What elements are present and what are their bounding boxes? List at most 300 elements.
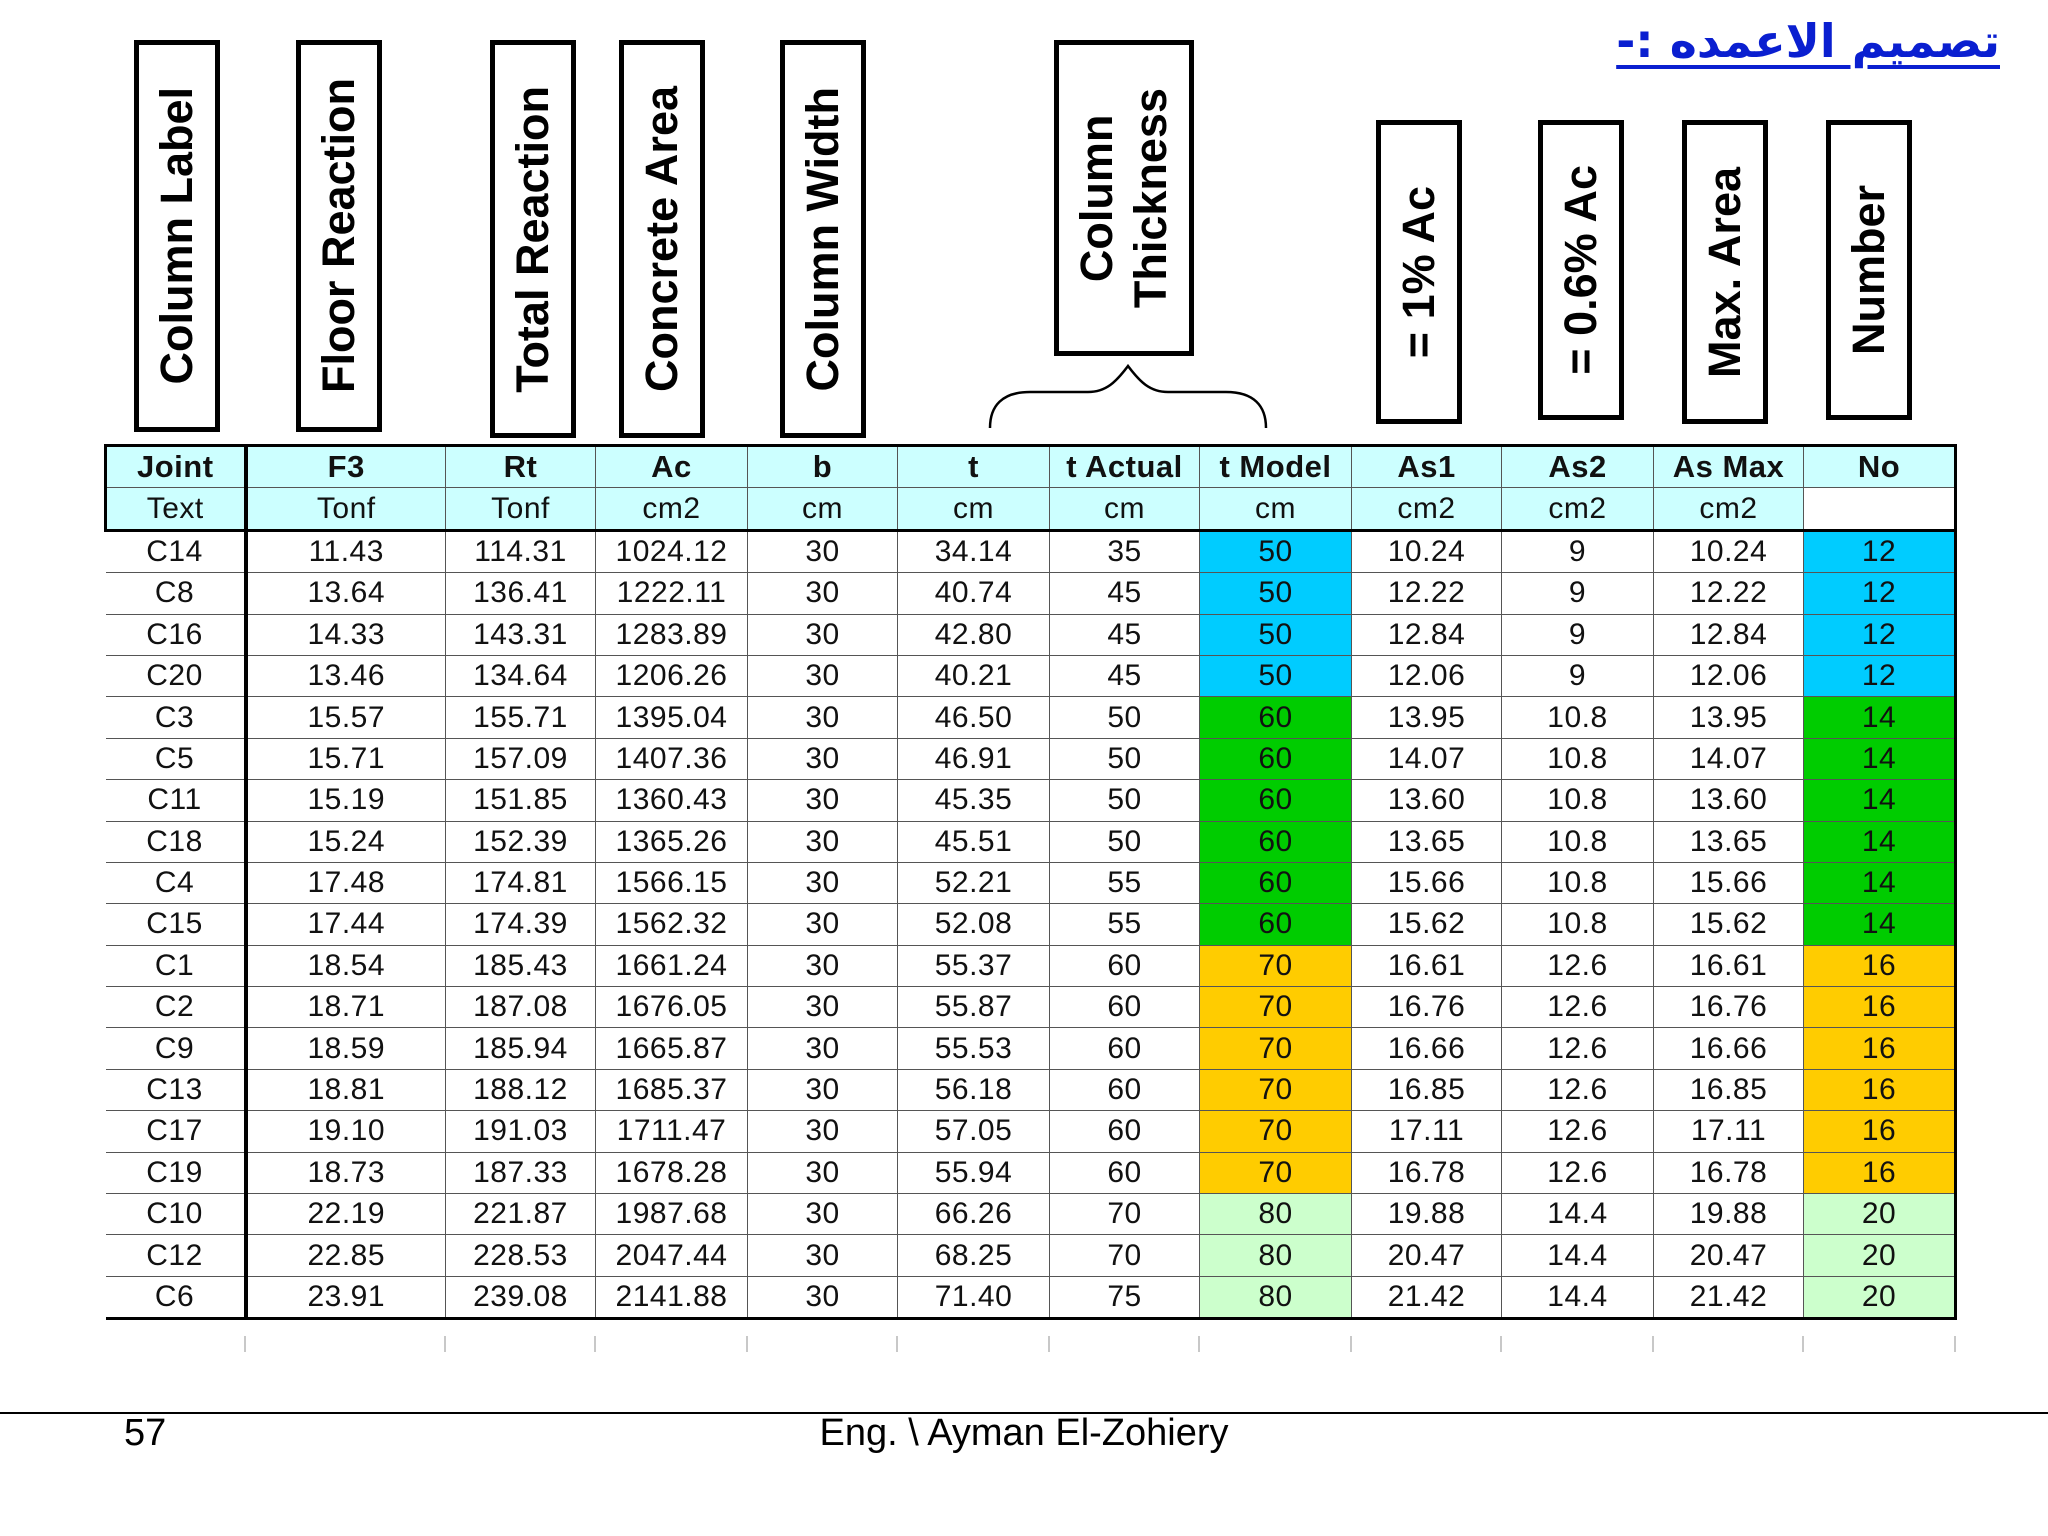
joint-label: C13 bbox=[106, 1069, 246, 1110]
table-cell: 155.71 bbox=[446, 697, 596, 738]
label-number bbox=[1826, 120, 1912, 420]
joint-label: C17 bbox=[106, 1111, 246, 1152]
table-cell: 1395.04 bbox=[596, 697, 748, 738]
table-cell: 1661.24 bbox=[596, 945, 748, 986]
column-design-table bbox=[104, 444, 1957, 1320]
table-cell: 18.54 bbox=[246, 945, 446, 986]
joint-label: C5 bbox=[106, 738, 246, 779]
table-cell: 10.24 bbox=[1352, 530, 1502, 572]
table-cell: 22.85 bbox=[246, 1235, 446, 1276]
grid-tail bbox=[1652, 1336, 1654, 1352]
joint-label: C3 bbox=[106, 697, 246, 738]
table-cell: 13.64 bbox=[246, 573, 446, 614]
table-cell: 50 bbox=[1200, 655, 1352, 696]
table-cell: 50 bbox=[1050, 697, 1200, 738]
author-credit: Eng. \ Ayman El-Zohiery bbox=[819, 1412, 1229, 1454]
table-cell: 12 bbox=[1804, 655, 1956, 696]
table-cell: 13.95 bbox=[1654, 697, 1804, 738]
table-cell: 12.6 bbox=[1502, 1111, 1654, 1152]
unit-cell: Text bbox=[106, 488, 246, 530]
table-cell: 50 bbox=[1050, 780, 1200, 821]
table-cell: 174.81 bbox=[446, 862, 596, 903]
table-cell: 30 bbox=[748, 1152, 898, 1193]
table-cell: 55.37 bbox=[898, 945, 1050, 986]
label-column-width bbox=[780, 40, 866, 438]
table-cell: 21.42 bbox=[1654, 1276, 1804, 1318]
table-cell: 15.62 bbox=[1654, 904, 1804, 945]
label-concrete-area bbox=[619, 40, 705, 438]
table-cell: 60 bbox=[1050, 1028, 1200, 1069]
table-cell: 50 bbox=[1200, 573, 1352, 614]
table-cell: 45 bbox=[1050, 614, 1200, 655]
label-total-reaction-text: Total Reaction bbox=[507, 85, 558, 393]
table-cell: 17.11 bbox=[1654, 1111, 1804, 1152]
table-cell: 13.60 bbox=[1654, 780, 1804, 821]
table-cell: 15.57 bbox=[246, 697, 446, 738]
table-cell: 23.91 bbox=[246, 1276, 446, 1318]
label-max-area-text: Max. Area bbox=[1699, 166, 1750, 378]
table-row bbox=[106, 697, 1956, 738]
table-cell: 13.95 bbox=[1352, 697, 1502, 738]
joint-label: C14 bbox=[106, 530, 246, 572]
table-cell: 80 bbox=[1200, 1276, 1352, 1318]
table-cell: 45.35 bbox=[898, 780, 1050, 821]
table-cell: 34.14 bbox=[898, 530, 1050, 572]
grid-tail bbox=[244, 1336, 246, 1352]
table-cell: 14 bbox=[1804, 821, 1956, 862]
table-cell: 10.8 bbox=[1502, 862, 1654, 903]
page-number: 57 bbox=[124, 1412, 167, 1454]
column-header: t bbox=[898, 446, 1050, 488]
table-cell: 50 bbox=[1200, 530, 1352, 572]
table-cell: 19.10 bbox=[246, 1111, 446, 1152]
unit-cell: cm bbox=[1050, 488, 1200, 530]
table-cell: 14 bbox=[1804, 862, 1956, 903]
thickness-brace bbox=[988, 360, 1268, 430]
label-floor-reaction bbox=[296, 40, 382, 432]
grid-tail bbox=[746, 1336, 748, 1352]
table-cell: 68.25 bbox=[898, 1235, 1050, 1276]
unit-cell: Tonf bbox=[246, 488, 446, 530]
table-cell: 16.61 bbox=[1654, 945, 1804, 986]
table-cell: 1665.87 bbox=[596, 1028, 748, 1069]
column-header: Joint bbox=[106, 446, 246, 488]
column-header: As2 bbox=[1502, 446, 1654, 488]
table-cell: 10.8 bbox=[1502, 780, 1654, 821]
table-cell: 10.8 bbox=[1502, 738, 1654, 779]
column-header: b bbox=[748, 446, 898, 488]
table-cell: 30 bbox=[748, 530, 898, 572]
table-cell: 70 bbox=[1050, 1194, 1200, 1235]
table-cell: 10.8 bbox=[1502, 697, 1654, 738]
joint-label: C15 bbox=[106, 904, 246, 945]
table-cell: 239.08 bbox=[446, 1276, 596, 1318]
table-cell: 45 bbox=[1050, 573, 1200, 614]
label-column-width-text: Column Width bbox=[797, 86, 848, 392]
table-cell: 1987.68 bbox=[596, 1194, 748, 1235]
table-cell: 143.31 bbox=[446, 614, 596, 655]
joint-label: C11 bbox=[106, 780, 246, 821]
table-cell: 20 bbox=[1804, 1276, 1956, 1318]
table-cell: 45.51 bbox=[898, 821, 1050, 862]
table-cell: 60 bbox=[1200, 697, 1352, 738]
table-cell: 9 bbox=[1502, 655, 1654, 696]
column-header: t Model bbox=[1200, 446, 1352, 488]
table-cell: 60 bbox=[1200, 862, 1352, 903]
table-cell: 30 bbox=[748, 1111, 898, 1152]
table-cell: 18.73 bbox=[246, 1152, 446, 1193]
table-cell: 12.22 bbox=[1654, 573, 1804, 614]
unit-cell: cm2 bbox=[1352, 488, 1502, 530]
table-row bbox=[106, 573, 1956, 614]
table-row bbox=[106, 904, 1956, 945]
table-cell: 55.87 bbox=[898, 987, 1050, 1028]
table-cell: 20 bbox=[1804, 1194, 1956, 1235]
table-cell: 16.66 bbox=[1352, 1028, 1502, 1069]
label-concrete-area-text: Concrete Area bbox=[636, 86, 687, 392]
table-cell: 15.19 bbox=[246, 780, 446, 821]
table-cell: 12.6 bbox=[1502, 1028, 1654, 1069]
column-header: No bbox=[1804, 446, 1956, 488]
grid-tail bbox=[896, 1336, 898, 1352]
table-cell: 55.94 bbox=[898, 1152, 1050, 1193]
table-cell: 18.81 bbox=[246, 1069, 446, 1110]
table-cell: 70 bbox=[1200, 1069, 1352, 1110]
table-cell: 1222.11 bbox=[596, 573, 748, 614]
unit-cell: cm bbox=[748, 488, 898, 530]
table-cell: 13.65 bbox=[1654, 821, 1804, 862]
table-cell: 187.33 bbox=[446, 1152, 596, 1193]
table-cell: 71.40 bbox=[898, 1276, 1050, 1318]
joint-label: C20 bbox=[106, 655, 246, 696]
table-cell: 1711.47 bbox=[596, 1111, 748, 1152]
grid-tail bbox=[1350, 1336, 1352, 1352]
joint-label: C6 bbox=[106, 1276, 246, 1318]
column-header: Rt bbox=[446, 446, 596, 488]
table-cell: 11.43 bbox=[246, 530, 446, 572]
table-cell: 1685.37 bbox=[596, 1069, 748, 1110]
table-cell: 30 bbox=[748, 780, 898, 821]
table-cell: 17.11 bbox=[1352, 1111, 1502, 1152]
table-cell: 52.08 bbox=[898, 904, 1050, 945]
table-cell: 1024.12 bbox=[596, 530, 748, 572]
table-cell: 14 bbox=[1804, 904, 1956, 945]
table-row bbox=[106, 987, 1956, 1028]
label-total-reaction bbox=[490, 40, 576, 438]
table-cell: 30 bbox=[748, 904, 898, 945]
table-cell: 60 bbox=[1050, 1152, 1200, 1193]
table-cell: 16 bbox=[1804, 945, 1956, 986]
table-cell: 15.24 bbox=[246, 821, 446, 862]
label-column-label bbox=[134, 40, 220, 432]
table-cell: 60 bbox=[1200, 738, 1352, 779]
table-cell: 16.78 bbox=[1352, 1152, 1502, 1193]
table-cell: 1283.89 bbox=[596, 614, 748, 655]
table-cell: 15.66 bbox=[1654, 862, 1804, 903]
table-cell: 185.94 bbox=[446, 1028, 596, 1069]
table-cell: 70 bbox=[1200, 1152, 1352, 1193]
table-cell: 15.62 bbox=[1352, 904, 1502, 945]
column-header: F3 bbox=[246, 446, 446, 488]
table-cell: 10.8 bbox=[1502, 904, 1654, 945]
table-cell: 42.80 bbox=[898, 614, 1050, 655]
table-cell: 16.85 bbox=[1654, 1069, 1804, 1110]
table-cell: 35 bbox=[1050, 530, 1200, 572]
column-header: Ac bbox=[596, 446, 748, 488]
table-cell: 9 bbox=[1502, 573, 1654, 614]
table-cell: 80 bbox=[1200, 1235, 1352, 1276]
table-cell: 12 bbox=[1804, 530, 1956, 572]
grid-tail bbox=[1802, 1336, 1804, 1352]
table-cell: 60 bbox=[1200, 904, 1352, 945]
table-header-row bbox=[106, 446, 1956, 488]
table-row bbox=[106, 1194, 1956, 1235]
table-cell: 20.47 bbox=[1654, 1235, 1804, 1276]
table-cell: 60 bbox=[1050, 1069, 1200, 1110]
table-cell: 30 bbox=[748, 862, 898, 903]
unit-cell: Tonf bbox=[446, 488, 596, 530]
table-cell: 16 bbox=[1804, 1152, 1956, 1193]
table-units-row bbox=[106, 488, 1956, 530]
table-cell: 12.06 bbox=[1654, 655, 1804, 696]
table-cell: 114.31 bbox=[446, 530, 596, 572]
table-cell: 136.41 bbox=[446, 573, 596, 614]
table-cell: 16.61 bbox=[1352, 945, 1502, 986]
joint-label: C4 bbox=[106, 862, 246, 903]
table-cell: 30 bbox=[748, 573, 898, 614]
table-cell: 16.78 bbox=[1654, 1152, 1804, 1193]
table-cell: 16.85 bbox=[1352, 1069, 1502, 1110]
table-cell: 187.08 bbox=[446, 987, 596, 1028]
table-cell: 30 bbox=[748, 987, 898, 1028]
table-cell: 10.24 bbox=[1654, 530, 1804, 572]
table-cell: 30 bbox=[748, 1028, 898, 1069]
table-cell: 20.47 bbox=[1352, 1235, 1502, 1276]
table-cell: 134.64 bbox=[446, 655, 596, 696]
table-cell: 12.6 bbox=[1502, 945, 1654, 986]
table-cell: 14.4 bbox=[1502, 1194, 1654, 1235]
joint-label: C10 bbox=[106, 1194, 246, 1235]
table-cell: 12.6 bbox=[1502, 1069, 1654, 1110]
label-floor-reaction-text: Floor Reaction bbox=[313, 78, 364, 394]
table-cell: 12.6 bbox=[1502, 1152, 1654, 1193]
table-cell: 40.74 bbox=[898, 573, 1050, 614]
table-cell: 18.59 bbox=[246, 1028, 446, 1069]
table-cell: 17.44 bbox=[246, 904, 446, 945]
table-cell: 12.06 bbox=[1352, 655, 1502, 696]
grid-tail bbox=[1048, 1336, 1050, 1352]
table-cell: 1360.43 bbox=[596, 780, 748, 821]
grid-tail bbox=[594, 1336, 596, 1352]
table-cell: 1678.28 bbox=[596, 1152, 748, 1193]
label-column-thickness bbox=[1054, 40, 1194, 356]
table-cell: 50 bbox=[1050, 738, 1200, 779]
table-cell: 46.50 bbox=[898, 697, 1050, 738]
table-row bbox=[106, 1111, 1956, 1152]
joint-label: C12 bbox=[106, 1235, 246, 1276]
unit-cell: cm2 bbox=[596, 488, 748, 530]
table-cell: 46.91 bbox=[898, 738, 1050, 779]
table-cell: 55 bbox=[1050, 862, 1200, 903]
table-cell: 60 bbox=[1050, 945, 1200, 986]
table-cell: 185.43 bbox=[446, 945, 596, 986]
grid-tail bbox=[1198, 1336, 1200, 1352]
table-cell: 16 bbox=[1804, 1028, 1956, 1069]
table-cell: 30 bbox=[748, 1235, 898, 1276]
table-cell: 14.07 bbox=[1352, 738, 1502, 779]
table-cell: 151.85 bbox=[446, 780, 596, 821]
table-cell: 17.48 bbox=[246, 862, 446, 903]
joint-label: C9 bbox=[106, 1028, 246, 1069]
table-row bbox=[106, 945, 1956, 986]
table-row bbox=[106, 1276, 1956, 1318]
table-cell: 16 bbox=[1804, 1111, 1956, 1152]
table-cell: 45 bbox=[1050, 655, 1200, 696]
label-column-label-text: Column Label bbox=[151, 87, 202, 385]
column-header: As Max bbox=[1654, 446, 1804, 488]
table-cell: 60 bbox=[1050, 1111, 1200, 1152]
table-cell: 70 bbox=[1200, 1111, 1352, 1152]
table-cell: 16 bbox=[1804, 1069, 1956, 1110]
table-cell: 13.60 bbox=[1352, 780, 1502, 821]
page-title: تصميم الاعمده :- bbox=[1616, 14, 2000, 68]
table-cell: 19.88 bbox=[1352, 1194, 1502, 1235]
table-cell: 1365.26 bbox=[596, 821, 748, 862]
table-cell: 1676.05 bbox=[596, 987, 748, 1028]
table-cell: 21.42 bbox=[1352, 1276, 1502, 1318]
table-cell: 55 bbox=[1050, 904, 1200, 945]
table-cell: 13.46 bbox=[246, 655, 446, 696]
table-cell: 66.26 bbox=[898, 1194, 1050, 1235]
unit-cell: cm2 bbox=[1502, 488, 1654, 530]
table-cell: 57.05 bbox=[898, 1111, 1050, 1152]
label-max-area bbox=[1682, 120, 1768, 424]
table-cell: 16.76 bbox=[1654, 987, 1804, 1028]
table-cell: 16 bbox=[1804, 987, 1956, 1028]
table-cell: 70 bbox=[1200, 1028, 1352, 1069]
joint-label: C16 bbox=[106, 614, 246, 655]
table-row bbox=[106, 1152, 1956, 1193]
table-cell: 14 bbox=[1804, 780, 1956, 821]
table-row bbox=[106, 1069, 1956, 1110]
table-cell: 12 bbox=[1804, 614, 1956, 655]
table-cell: 30 bbox=[748, 738, 898, 779]
table-cell: 70 bbox=[1200, 945, 1352, 986]
joint-label: C19 bbox=[106, 1152, 246, 1193]
table-cell: 13.65 bbox=[1352, 821, 1502, 862]
joint-label: C18 bbox=[106, 821, 246, 862]
table-cell: 60 bbox=[1200, 821, 1352, 862]
table-cell: 12 bbox=[1804, 573, 1956, 614]
joint-label: C8 bbox=[106, 573, 246, 614]
table-cell: 228.53 bbox=[446, 1235, 596, 1276]
table-cell: 221.87 bbox=[446, 1194, 596, 1235]
unit-cell: cm2 bbox=[1654, 488, 1804, 530]
column-header: As1 bbox=[1352, 446, 1502, 488]
table-cell: 30 bbox=[748, 1069, 898, 1110]
table-cell: 14 bbox=[1804, 738, 1956, 779]
table-row bbox=[106, 655, 1956, 696]
table-cell: 157.09 bbox=[446, 738, 596, 779]
table-row bbox=[106, 780, 1956, 821]
joint-label: C2 bbox=[106, 987, 246, 1028]
table-cell: 22.19 bbox=[246, 1194, 446, 1235]
table-cell: 16.66 bbox=[1654, 1028, 1804, 1069]
table-cell: 14.4 bbox=[1502, 1235, 1654, 1276]
table-cell: 1562.32 bbox=[596, 904, 748, 945]
table-row bbox=[106, 738, 1956, 779]
grid-tail bbox=[1500, 1336, 1502, 1352]
table-row bbox=[106, 862, 1956, 903]
table-cell: 30 bbox=[748, 655, 898, 696]
joint-label: C1 bbox=[106, 945, 246, 986]
label-one-percent-ac-text: = 1% Ac bbox=[1393, 185, 1444, 359]
table-cell: 16.76 bbox=[1352, 987, 1502, 1028]
table-cell: 55.53 bbox=[898, 1028, 1050, 1069]
table-cell: 18.71 bbox=[246, 987, 446, 1028]
table-cell: 14.4 bbox=[1502, 1276, 1654, 1318]
grid-tail bbox=[1954, 1336, 1956, 1352]
table-cell: 52.21 bbox=[898, 862, 1050, 903]
table-cell: 2047.44 bbox=[596, 1235, 748, 1276]
table-cell: 9 bbox=[1502, 530, 1654, 572]
table-cell: 30 bbox=[748, 1194, 898, 1235]
table-cell: 2141.88 bbox=[596, 1276, 748, 1318]
table-row bbox=[106, 1235, 1956, 1276]
table-cell: 14 bbox=[1804, 697, 1956, 738]
table-cell: 12.84 bbox=[1654, 614, 1804, 655]
table-cell: 19.88 bbox=[1654, 1194, 1804, 1235]
unit-cell: cm bbox=[1200, 488, 1352, 530]
table-row bbox=[106, 1028, 1956, 1069]
table-cell: 30 bbox=[748, 614, 898, 655]
label-zero-six-percent-ac bbox=[1538, 120, 1624, 420]
unit-cell bbox=[1804, 488, 1956, 530]
table-cell: 30 bbox=[748, 697, 898, 738]
table-cell: 1566.15 bbox=[596, 862, 748, 903]
table-cell: 14.33 bbox=[246, 614, 446, 655]
table-cell: 60 bbox=[1050, 987, 1200, 1028]
table-row bbox=[106, 614, 1956, 655]
table-cell: 188.12 bbox=[446, 1069, 596, 1110]
table-cell: 70 bbox=[1050, 1235, 1200, 1276]
unit-cell: cm bbox=[898, 488, 1050, 530]
label-zero-six-percent-ac-text: = 0.6% Ac bbox=[1555, 165, 1606, 375]
table-cell: 1407.36 bbox=[596, 738, 748, 779]
table-cell: 30 bbox=[748, 945, 898, 986]
table-cell: 10.8 bbox=[1502, 821, 1654, 862]
table-cell: 50 bbox=[1200, 614, 1352, 655]
table-cell: 9 bbox=[1502, 614, 1654, 655]
table-cell: 12.6 bbox=[1502, 987, 1654, 1028]
table-cell: 14.07 bbox=[1654, 738, 1804, 779]
table-cell: 30 bbox=[748, 821, 898, 862]
table-cell: 191.03 bbox=[446, 1111, 596, 1152]
table-cell: 75 bbox=[1050, 1276, 1200, 1318]
grid-tail bbox=[444, 1336, 446, 1352]
table-cell: 40.21 bbox=[898, 655, 1050, 696]
table-cell: 15.71 bbox=[246, 738, 446, 779]
table-cell: 152.39 bbox=[446, 821, 596, 862]
table-cell: 56.18 bbox=[898, 1069, 1050, 1110]
table-row bbox=[106, 821, 1956, 862]
label-number-text: Number bbox=[1843, 184, 1894, 356]
column-header: t Actual bbox=[1050, 446, 1200, 488]
table-cell: 174.39 bbox=[446, 904, 596, 945]
table-cell: 20 bbox=[1804, 1235, 1956, 1276]
label-column-thickness-text: Column Thickness bbox=[1071, 87, 1176, 309]
table-cell: 1206.26 bbox=[596, 655, 748, 696]
